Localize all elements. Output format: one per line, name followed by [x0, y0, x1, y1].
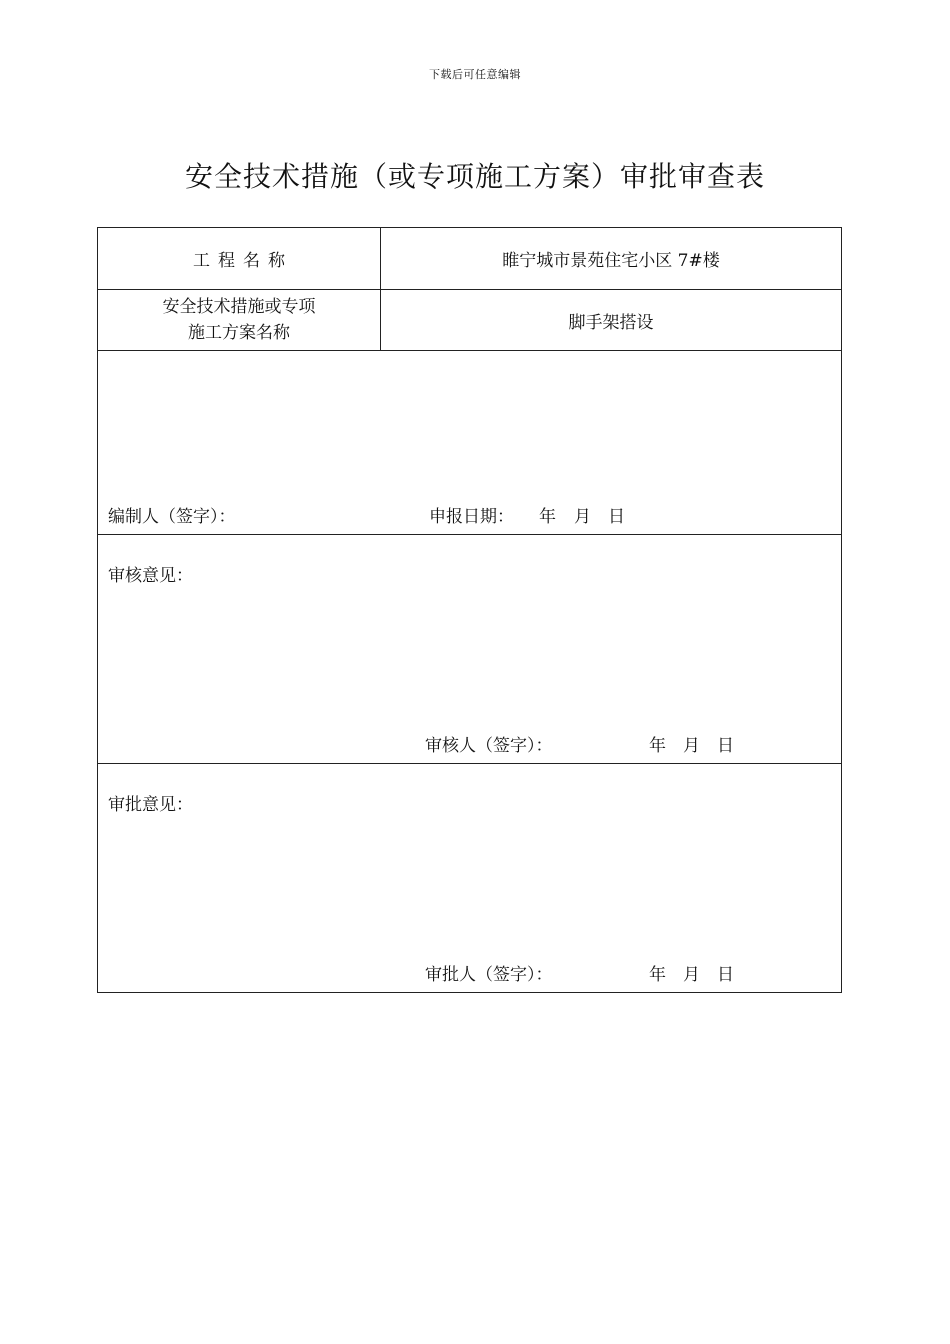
plan-name-label-line2: 施工方案名称	[188, 323, 290, 343]
reviewer-signature-label: 审核人（签字）：	[425, 736, 553, 756]
approve-row	[98, 764, 842, 993]
prepare-row	[98, 351, 842, 535]
project-name-value: 睢宁城市景苑住宅小区 7#楼	[502, 251, 720, 271]
approval-form-table	[97, 227, 842, 993]
plan-row	[98, 290, 842, 351]
prepare-cell[interactable]	[98, 351, 842, 535]
review-date-day: 日	[717, 736, 734, 756]
approve-date-year: 年	[649, 965, 666, 985]
report-date-day: 日	[608, 507, 625, 527]
report-date-year: 年	[539, 507, 556, 527]
page-title: 安全技术措施（或专项施工方案）审批审查表	[184, 160, 765, 193]
preparer-signature-label: 编制人（签字）：	[108, 507, 236, 527]
project-name-label-cell	[98, 228, 381, 290]
project-name-label: 工程名称	[193, 251, 293, 271]
plan-name-label-cell	[98, 290, 381, 351]
approver-signature-label: 审批人（签字）：	[425, 965, 553, 985]
approve-date-day: 日	[717, 965, 734, 985]
review-opinion-label: 审核意见：	[108, 566, 193, 586]
review-date-year: 年	[649, 736, 666, 756]
report-date-month: 月	[574, 507, 591, 527]
header-note: 下载后可任意编辑	[429, 68, 521, 81]
review-row	[98, 535, 842, 764]
plan-name-label-line1: 安全技术措施或专项	[162, 297, 316, 317]
project-name-value-cell[interactable]	[381, 228, 842, 290]
report-date-label: 申报日期：	[429, 507, 514, 527]
project-row	[98, 228, 842, 290]
plan-name-value-cell[interactable]	[381, 290, 842, 351]
review-date-month: 月	[683, 736, 700, 756]
plan-name-value: 脚手架搭设	[568, 312, 654, 333]
approve-cell[interactable]	[98, 764, 842, 993]
approve-opinion-label: 审批意见：	[108, 795, 193, 815]
review-cell[interactable]	[98, 535, 842, 764]
approve-date-month: 月	[683, 965, 700, 985]
